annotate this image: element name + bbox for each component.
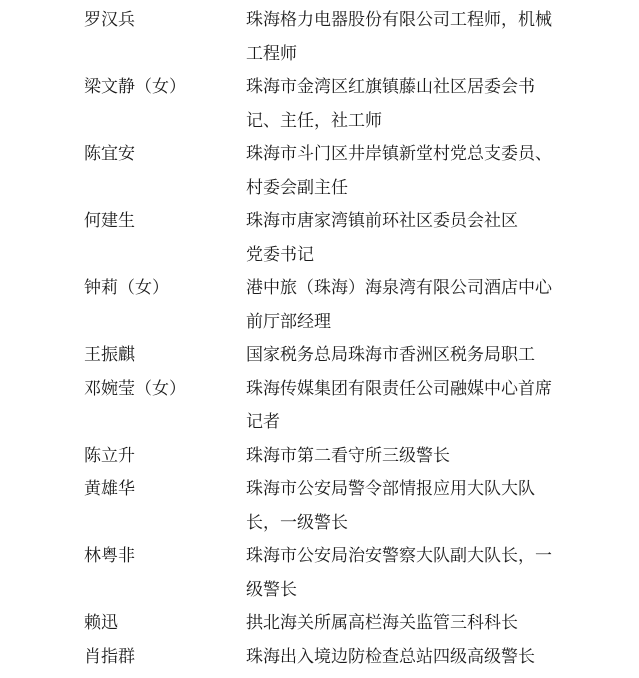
- person-name: 钟莉（女）: [84, 278, 169, 298]
- person-name: 肖指群: [84, 646, 135, 667]
- list-item: [0, 339, 639, 373]
- list-item: [0, 205, 639, 272]
- person-name: 梁文静（女）: [84, 77, 186, 97]
- list-item: [0, 440, 639, 474]
- person-name: 赖迅: [84, 613, 118, 633]
- list-item: [0, 138, 639, 205]
- list-item: [0, 4, 639, 71]
- list-item: [0, 607, 639, 641]
- person-name: 何建生: [84, 211, 135, 231]
- person-title: 珠海市公安局治安警察大队副大队长，一 级警长: [246, 546, 552, 600]
- person-title: 珠海格力电器股份有限公司工程师，机械 工程师: [246, 10, 552, 64]
- person-name: 王振麒: [84, 345, 135, 365]
- person-title: 珠海市斗门区井岸镇新堂村党总支委员、 村委会副主任: [246, 144, 552, 198]
- person-name: 林粤非: [84, 546, 135, 566]
- list-item: [0, 272, 639, 339]
- person-title: 珠海出入境边防检查总站四级高级警长: [246, 646, 535, 667]
- person-title: 珠海市公安局警令部情报应用大队大队 长，一级警长: [246, 479, 535, 533]
- list-item: [0, 540, 639, 607]
- person-title: 国家税务总局珠海市香洲区税务局职工: [246, 345, 535, 365]
- list-item: [0, 71, 639, 138]
- person-name: 邓婉莹（女）: [84, 378, 186, 399]
- person-title: 珠海市金湾区红旗镇藤山社区居委会书 记、主任，社工师: [246, 77, 535, 131]
- person-name: 陈立升: [84, 445, 135, 466]
- person-title: 港中旅（珠海）海泉湾有限公司酒店中心 前厅部经理: [246, 278, 552, 332]
- person-name: 陈宜安: [84, 144, 135, 164]
- person-title: 拱北海关所属高栏海关监管三科科长: [246, 613, 518, 633]
- person-title: 珠海市唐家湾镇前环社区委员会社区 党委书记: [246, 211, 518, 265]
- list-item: [0, 641, 639, 675]
- person-title: 珠海传媒集团有限责任公司融媒中心首席 记者: [246, 378, 552, 432]
- person-name: 黄雄华: [84, 479, 135, 499]
- person-title: 珠海市第二看守所三级警长: [246, 445, 450, 466]
- person-name: 罗汉兵: [84, 10, 135, 30]
- list-item: [0, 373, 639, 440]
- list-item: [0, 473, 639, 540]
- award-list: [0, 4, 639, 674]
